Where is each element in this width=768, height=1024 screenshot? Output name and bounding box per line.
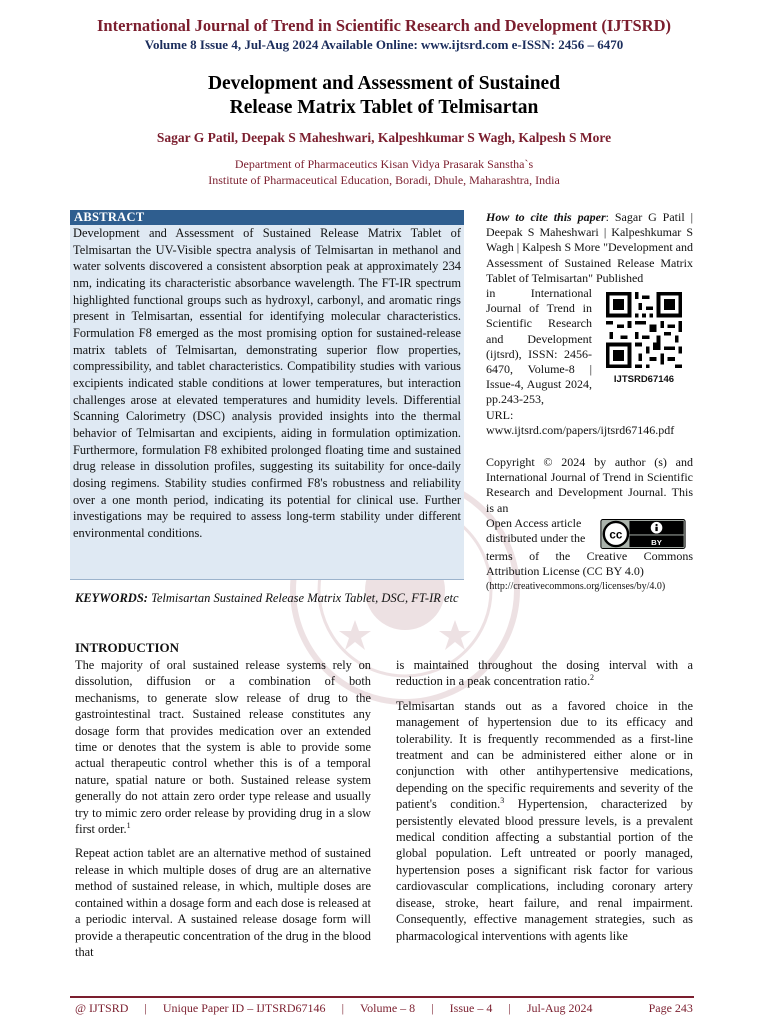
keywords (75, 590, 465, 606)
open-access-text: Open Access article distributed under the (486, 515, 586, 546)
citation-side-text: in International Journal of Trend in Scientific Research and Development (ijtsrd), ISSN: 2456-6470, Volume-8 | Issue-4, August 2024, pp.243-253, (486, 286, 592, 407)
reference-1: 1 (126, 820, 131, 830)
intro-paragraph-1 (75, 657, 371, 837)
left-column (75, 657, 371, 968)
footer-page-number: Page 243 (648, 1001, 693, 1015)
abstract-box (70, 210, 464, 580)
qr-label: IJTSRD67146 (613, 374, 675, 386)
footer-date: Jul-Aug 2024 (526, 1001, 593, 1015)
copyright-lead: Copyright © 2024 by author (s) and International Journal of Trend in Scientific Research and Development Journal. This is an (486, 455, 693, 515)
svg-text:cc: cc (609, 528, 623, 542)
qr-code-icon[interactable] (606, 292, 682, 368)
citation-block (486, 210, 693, 438)
footer-separator: | (508, 1001, 511, 1015)
footer-paper-id: Unique Paper ID – IJTSRD67146 (162, 1001, 326, 1015)
intro-paragraph-2: Repeat action tablet are an alternative method of sustained release in which multiple doses of drug are an alternative method of sustained release, in which, multiple doses are contained within a dosage form and each dose is released at a periodic interval. A sustained release dosage form will provide a therapeutic concentration of the drug in the blood that (75, 846, 371, 959)
intro-paragraph-3 (396, 657, 693, 690)
intro-paragraph-3-text: is maintained throughout the dosing interval with a reduction in a peak concentration ratio. (396, 658, 693, 689)
footer-volume: Volume – 8 (360, 1001, 416, 1015)
reference-2: 2 (590, 673, 595, 683)
license-url[interactable]: (http://creativecommons.org/licenses/by/4.0) (486, 581, 666, 593)
paper-title (0, 72, 768, 120)
journal-issue-line: Volume 8 Issue 4, Jul-Aug 2024 Available Online: www.ijtsrd.com e-ISSN: 2456 – 6470 (144, 37, 624, 52)
citation-colon: : (605, 210, 615, 224)
right-column (396, 657, 693, 952)
intro-paragraph-4 (396, 698, 693, 944)
intro-paragraph-4-text-b: Hypertension, characterized by persistently elevated blood pressure levels, is a prevalent medical condition affecting a substantial portion of the global population. Left untreated or poorly managed, hypertension poses a significant risk factor for various cardiovascular complications, including coronary artery disease, stroke, heart failure, and renal impairment. Consequently, effective management strategies, such as pharmacological interventions with agents like (396, 797, 693, 943)
page-footer (75, 1001, 693, 1016)
footer-copyright: @ IJTSRD (75, 1001, 129, 1015)
citation-lead (486, 210, 693, 286)
cc-by-license-icon[interactable] (600, 519, 686, 549)
journal-header (0, 16, 768, 53)
footer-issue: Issue – 4 (449, 1001, 493, 1015)
citation-split (486, 286, 693, 408)
copyright-terms: terms of the Creative Commons Attribution License (CC BY 4.0) (486, 548, 693, 579)
footer-separator: | (341, 1001, 344, 1015)
title-line-2: Release Matrix Tablet of Telmisartan (229, 97, 539, 118)
keywords-text: Telmisartan Sustained Release Matrix Tablet, DSC, FT-IR etc (147, 591, 459, 605)
journal-name: International Journal of Trend in Scientific Research and Development (IJTSRD) (97, 16, 671, 35)
affiliation (0, 156, 768, 188)
citation-url[interactable]: URL: www.ijtsrd.com/papers/ijtsrd67146.pdf (486, 407, 675, 437)
cc-by-badge-text: BY (651, 537, 662, 547)
open-access-split (486, 516, 693, 549)
footer-separator: | (431, 1001, 434, 1015)
authors: Sagar G Patil, Deepak S Maheshwari, Kalpeshkumar S Wagh, Kalpesh S More (156, 130, 612, 145)
footer-separator: | (144, 1001, 147, 1015)
reference-3: 3 (500, 796, 505, 806)
title-line-1: Development and Assessment of Sustained (207, 73, 561, 94)
footer-rule (70, 996, 694, 998)
introduction-heading: INTRODUCTION (75, 640, 180, 655)
qr-wrap (596, 292, 692, 408)
intro-paragraph-1-text: The majority of oral sustained release systems rely on dissolution, diffusion or a combination of both mechanisms, to generate slow release of drug to the gastrointestinal tract. Sustained release constitutes any dosage form that provides medication over an extended time or denotes that the system is able to provide some actual therapeutic control whether this is of a temporal nature, spatial nature or both. Sustained release system generally do not attain zero order type release and usually try to mimic zero order release by providing drug in a slow first order. (75, 658, 371, 837)
abstract-text: Development and Assessment of Sustained Release Matrix Tablet of Telmisartan the UV-Visible spectra analysis of Telmisartan in methanol and water solvents discovered a consistent absorption peak at approximately 234 nm, indicating its characteristic absorbance wavelength. The FT-IR spectrum highlighted functional groups such as hydroxyl, carbonyl, and aromatic rings present in Telmisartan, essential for identifying molecular characteristics. Formulation F8 emerged as the most promising option for sustained-release matrix tablets of Telmisartan, demonstrating superior flow properties, compressibility, and tablet characteristics. Compatibility studies with various excipients indicated stable conditions at lower temperatures, but interaction challenges arose at elevated temperatures and humidity levels. Differential Scanning Calorimetry (DSC) analysis provided insights into the thermal behavior of Telmisartan and excipients, aiding in formulation optimization. Furthermore, formulation F8 exhibited prolonged floating time and sustained drug release in dissolution profiles, suggesting its suitability for once-daily dosing regimens. Stability studies confirmed F8's robustness and reliability over a one month period, indicating its potential for clinical use. Further investigations may be required to assess long-term stability under different environmental conditions. (73, 226, 461, 540)
affiliation-line-2: Institute of Pharmaceutical Education, Boradi, Dhule, Maharashtra, India (208, 173, 560, 187)
keywords-label: KEYWORDS: (75, 591, 148, 605)
abstract-heading: ABSTRACT (70, 210, 464, 225)
copyright-block (486, 455, 693, 594)
intro-paragraph-4-text-a: Telmisartan stands out as a favored choice in the management of hypertension due to its efficacy and tolerability. It is frequently recommended as a first-line treatment and can be administered either alone or in conjunction with other antihypertensive medications, depending on the specific requirements and severity of the patient's condition. (396, 698, 693, 812)
citation-lead-text: Sagar G Patil | Deepak S Maheshwari | Kalpeshkumar S Wagh | Kalpesh S More "Development and Assessment of Sustained Release Matrix Tablet of Telmisartan" Published (486, 210, 693, 285)
citation-label: How to cite this paper (486, 210, 606, 224)
affiliation-line-1: Department of Pharmaceutics Kisan Vidya Prasarak Sanstha`s (234, 157, 534, 171)
